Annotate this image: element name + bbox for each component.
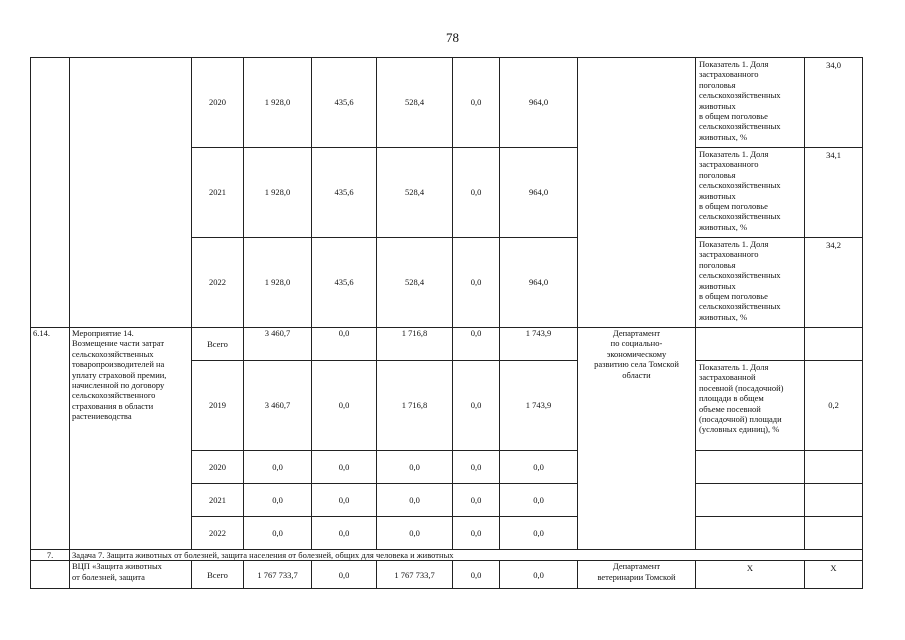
extra-cell: 0,0 — [500, 517, 578, 550]
local-cell: 0,0 — [453, 517, 500, 550]
federal-cell: 0,0 — [312, 561, 377, 589]
extra-cell: 964,0 — [500, 58, 578, 148]
indicator-value-cell: 34,0 — [805, 58, 863, 148]
year-cell: 2019 — [192, 361, 244, 451]
department-cell: Департамент ветеринарии Томской — [578, 561, 696, 589]
federal-cell: 435,6 — [312, 148, 377, 238]
activity-name-cell: Мероприятие 14. Возмещение части затрат сельскохозяйственных товаропроизводителей на уплату страховой премии, начисленной по договору сельскохозяйственного страхования в области растениеводства — [70, 328, 192, 550]
table-row — [31, 550, 863, 561]
row-number-cell — [31, 561, 70, 589]
indicator-cell: Показатель 1. Доля застрахованной посевной (посадочной) площади в общем объеме посевной (посадочной) площади (условных единиц), % — [696, 361, 805, 451]
indicator-value-cell: 34,2 — [805, 238, 863, 328]
task-title: Задача 7. Защита животных от болезней, защита населения от болезней, общих для человека и животных — [70, 550, 863, 561]
indicator-cell — [696, 517, 805, 550]
local-cell: 0,0 — [453, 328, 500, 361]
page-number: 78 — [446, 30, 459, 45]
federal-cell: 0,0 — [312, 451, 377, 484]
total-cell: 0,0 — [244, 451, 312, 484]
year-cell: 2020 — [192, 451, 244, 484]
regional-cell: 0,0 — [377, 451, 453, 484]
total-cell: 1 928,0 — [244, 238, 312, 328]
local-cell: 0,0 — [453, 361, 500, 451]
regional-cell: 528,4 — [377, 238, 453, 328]
regional-cell: 0,0 — [377, 517, 453, 550]
regional-cell: 528,4 — [377, 58, 453, 148]
local-cell: 0,0 — [453, 58, 500, 148]
local-cell: 0,0 — [453, 451, 500, 484]
indicator-value-cell — [805, 451, 863, 484]
regional-cell: 528,4 — [377, 148, 453, 238]
department-cell: Департамент по социально- экономическому развитию села Томской области — [578, 328, 696, 550]
activity-name-cell: ВЦП «Защита животных от болезней, защита — [70, 561, 192, 589]
year-cell: 2022 — [192, 238, 244, 328]
table-row — [31, 561, 863, 589]
extra-cell: 964,0 — [500, 238, 578, 328]
federal-cell: 435,6 — [312, 58, 377, 148]
department-cell — [578, 58, 696, 328]
year-cell: 2021 — [192, 148, 244, 238]
year-cell: 2021 — [192, 484, 244, 517]
federal-cell: 0,0 — [312, 328, 377, 361]
indicator-value-cell — [805, 517, 863, 550]
federal-cell: 0,0 — [312, 361, 377, 451]
year-cell: 2022 — [192, 517, 244, 550]
row-number-cell: 6.14. — [31, 328, 70, 550]
total-cell: 1 767 733,7 — [244, 561, 312, 589]
local-cell: 0,0 — [453, 148, 500, 238]
indicator-value-cell: 34,1 — [805, 148, 863, 238]
total-cell: 0,0 — [244, 517, 312, 550]
year-cell: Всего — [192, 328, 244, 361]
indicator-cell — [696, 328, 805, 361]
indicator-cell — [696, 451, 805, 484]
indicator-value-cell — [805, 328, 863, 361]
federal-cell: 435,6 — [312, 238, 377, 328]
row-number-cell — [31, 58, 70, 328]
extra-cell: 964,0 — [500, 148, 578, 238]
total-cell: 0,0 — [244, 484, 312, 517]
federal-cell: 0,0 — [312, 517, 377, 550]
year-cell: Всего — [192, 561, 244, 589]
regional-cell: 0,0 — [377, 484, 453, 517]
total-cell: 1 928,0 — [244, 58, 312, 148]
indicator-cell: Показатель 1. Доля застрахованного поголовья сельскохозяйственных животных в общем поголовье сельскохозяйственных животных, % — [696, 238, 805, 328]
program-table — [30, 57, 863, 589]
indicator-cell: Показатель 1. Доля застрахованного поголовья сельскохозяйственных животных в общем поголовье сельскохозяйственных животных, % — [696, 148, 805, 238]
local-cell: 0,0 — [453, 238, 500, 328]
indicator-cell: X — [696, 561, 805, 589]
extra-cell: 1 743,9 — [500, 328, 578, 361]
year-cell: 2020 — [192, 58, 244, 148]
total-cell: 1 928,0 — [244, 148, 312, 238]
regional-cell: 1 767 733,7 — [377, 561, 453, 589]
indicator-value-cell — [805, 484, 863, 517]
extra-cell: 0,0 — [500, 451, 578, 484]
local-cell: 0,0 — [453, 484, 500, 517]
indicator-cell — [696, 484, 805, 517]
indicator-value-cell: 0,2 — [805, 361, 863, 451]
total-cell: 3 460,7 — [244, 328, 312, 361]
extra-cell: 0,0 — [500, 484, 578, 517]
table-row — [31, 58, 863, 148]
total-cell: 3 460,7 — [244, 361, 312, 451]
indicator-value-cell: X — [805, 561, 863, 589]
row-number-cell: 7. — [31, 550, 70, 561]
table-row — [31, 328, 863, 361]
extra-cell: 1 743,9 — [500, 361, 578, 451]
extra-cell: 0,0 — [500, 561, 578, 589]
regional-cell: 1 716,8 — [377, 328, 453, 361]
indicator-cell: Показатель 1. Доля застрахованного поголовья сельскохозяйственных животных в общем поголовье сельскохозяйственных животных, % — [696, 58, 805, 148]
federal-cell: 0,0 — [312, 484, 377, 517]
activity-name-cell — [70, 58, 192, 328]
regional-cell: 1 716,8 — [377, 361, 453, 451]
local-cell: 0,0 — [453, 561, 500, 589]
